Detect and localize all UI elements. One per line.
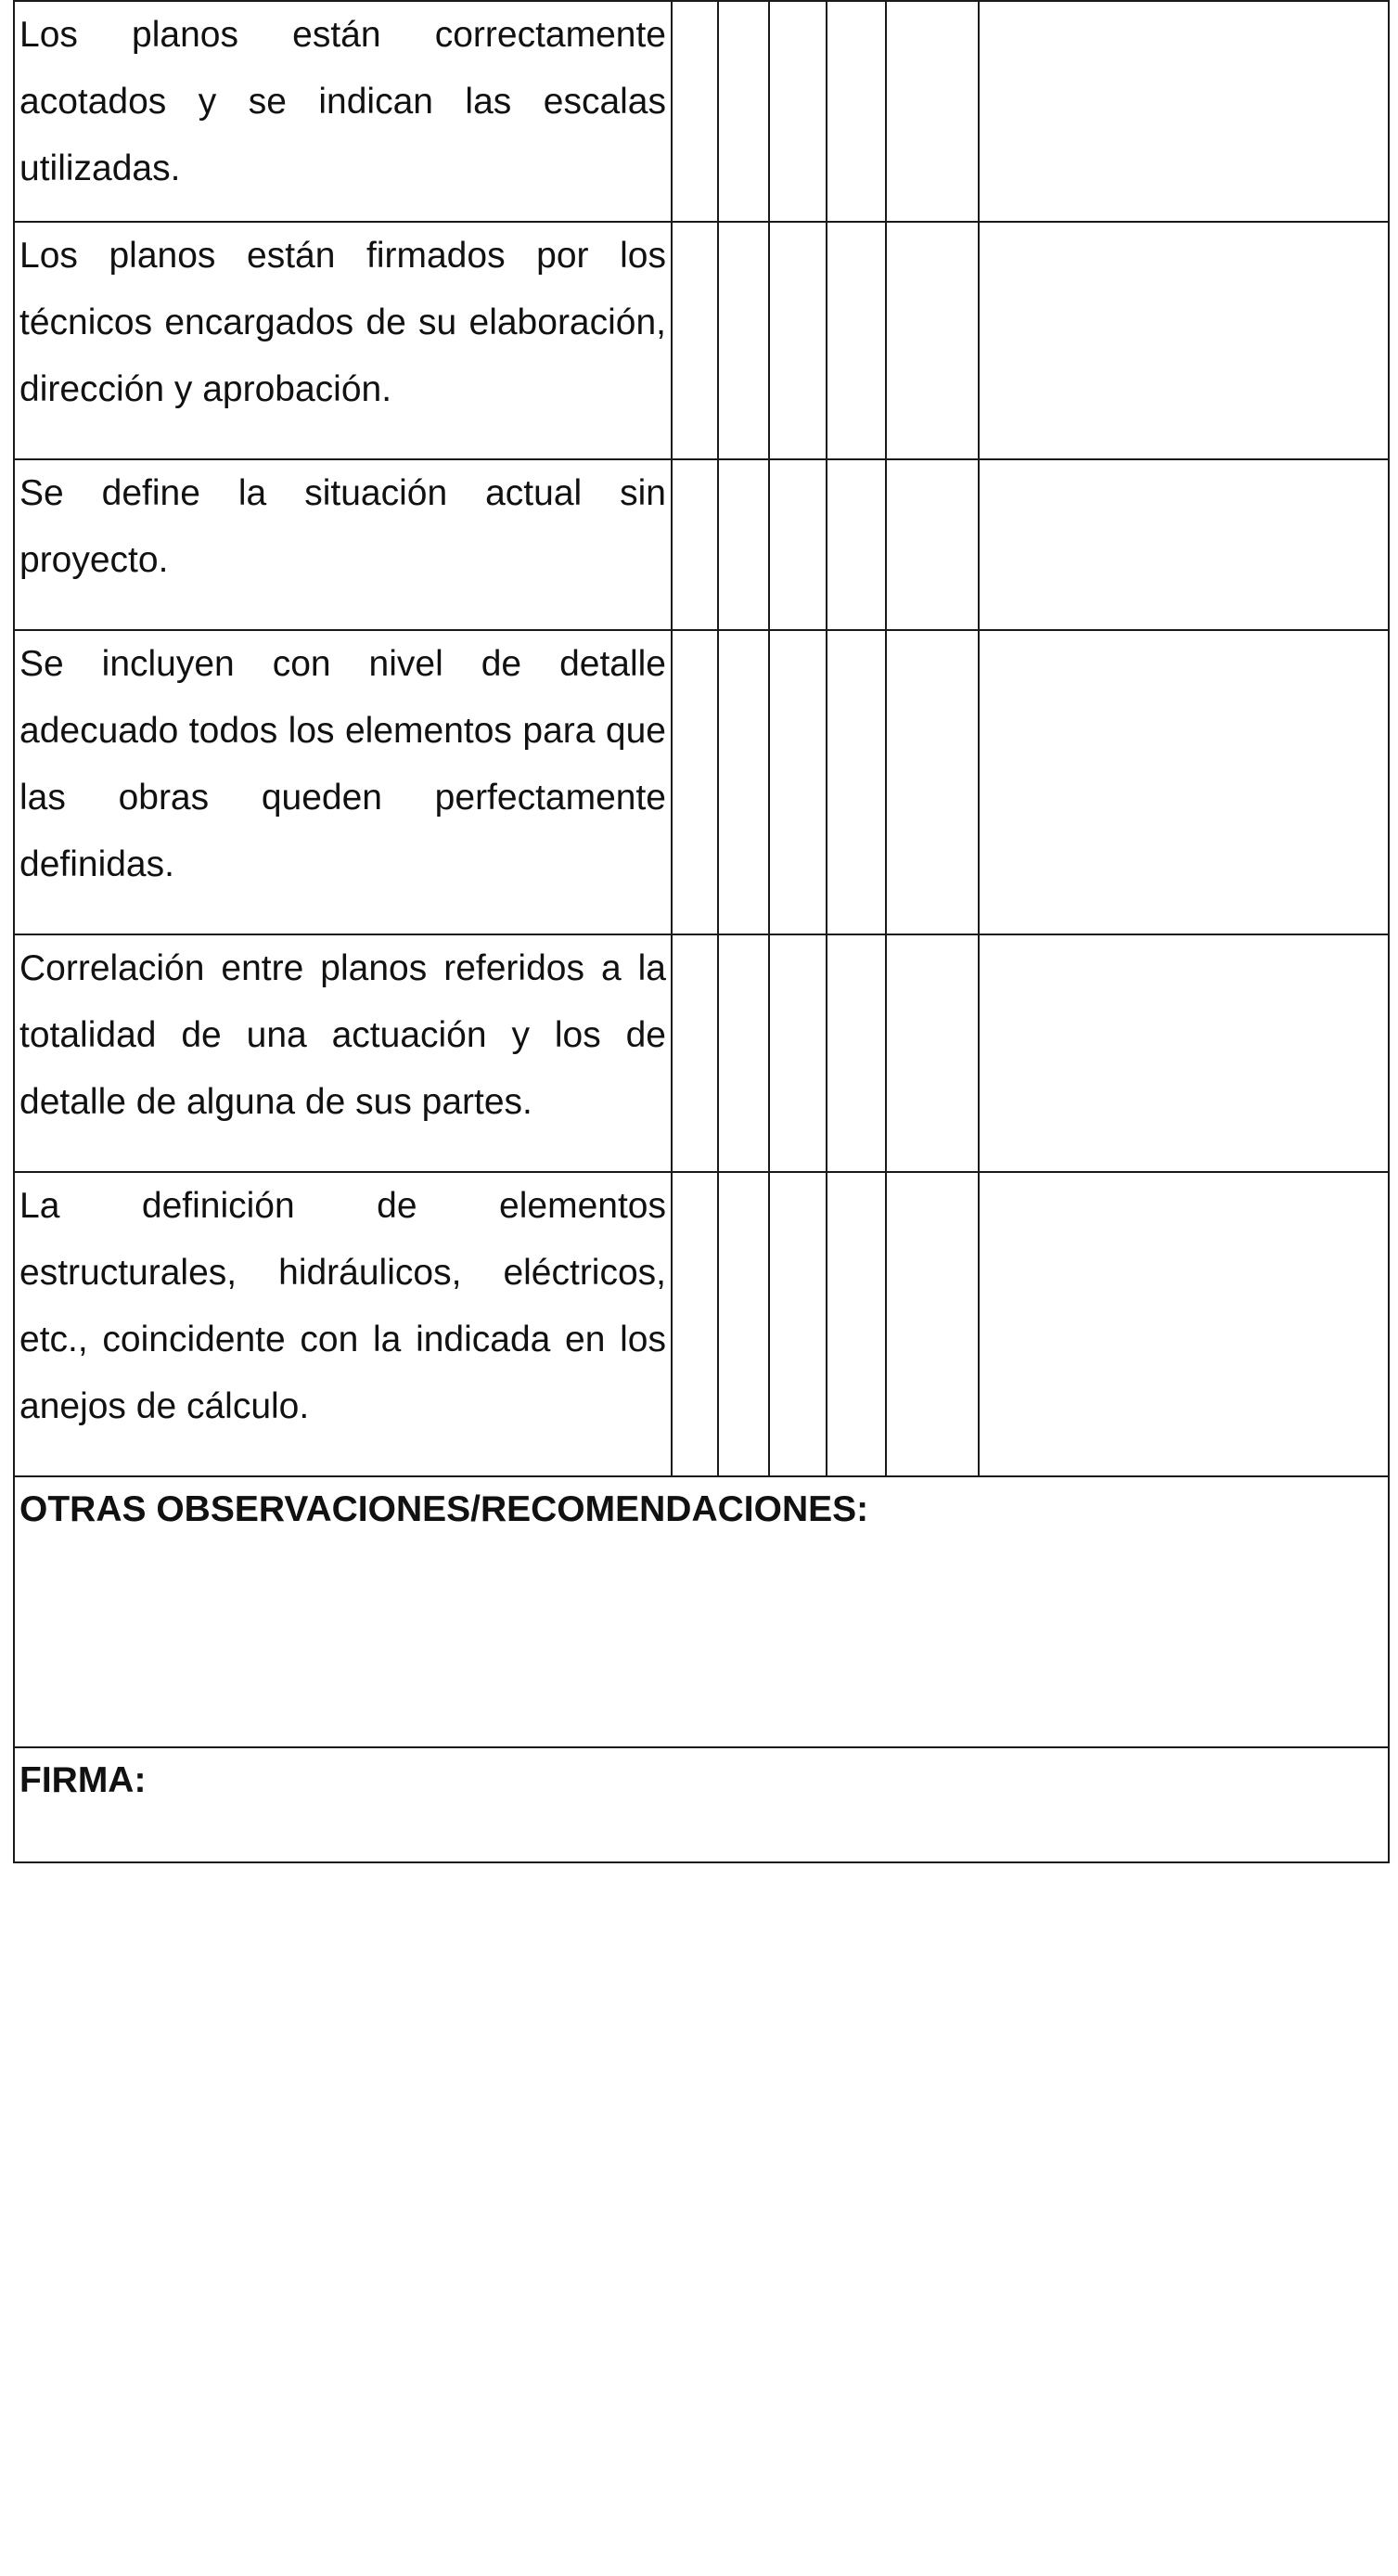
rating-cell[interactable] <box>769 1 827 222</box>
rating-cell[interactable] <box>718 630 769 934</box>
criterion-text: Los planos están firmados por los técnicos encargados de su elaboración, dirección y aprobación. <box>19 236 666 409</box>
rating-cell[interactable] <box>718 459 769 630</box>
comment-cell[interactable] <box>979 222 1389 459</box>
table-row <box>14 1172 1389 1476</box>
table-row <box>14 459 1389 630</box>
rating-cell[interactable] <box>886 222 979 459</box>
rating-cell[interactable] <box>886 630 979 934</box>
rating-cell[interactable] <box>827 459 886 630</box>
table-row <box>14 934 1389 1172</box>
rating-cell[interactable] <box>769 630 827 934</box>
rating-cell[interactable] <box>672 1172 718 1476</box>
criterion-cell <box>14 222 672 459</box>
rating-cell[interactable] <box>718 1172 769 1476</box>
rating-cell[interactable] <box>886 934 979 1172</box>
comment-cell[interactable] <box>979 459 1389 630</box>
rating-cell[interactable] <box>827 934 886 1172</box>
rating-cell[interactable] <box>672 1 718 222</box>
rating-cell[interactable] <box>827 222 886 459</box>
observations-row <box>14 1476 1389 1747</box>
rating-cell[interactable] <box>827 1172 886 1476</box>
criterion-cell <box>14 934 672 1172</box>
criterion-cell <box>14 630 672 934</box>
table-row <box>14 222 1389 459</box>
criterion-text: La definición de elementos estructurales, hidráulicos, eléctricos, etc., coincidente con la indicada en los anejos de cálculo. <box>19 1186 666 1426</box>
table-row <box>14 1 1389 222</box>
comment-cell[interactable] <box>979 630 1389 934</box>
rating-cell[interactable] <box>769 1172 827 1476</box>
criterion-text: Los planos están correctamente acotados y se indican las escalas utilizadas. <box>19 15 666 188</box>
observations-cell[interactable] <box>14 1476 1389 1747</box>
rating-cell[interactable] <box>718 934 769 1172</box>
signature-cell[interactable] <box>14 1747 1389 1862</box>
criterion-cell <box>14 1 672 222</box>
rating-cell[interactable] <box>886 459 979 630</box>
rating-cell[interactable] <box>886 1 979 222</box>
criterion-text: Correlación entre planos referidos a la totalidad de una actuación y los de detalle de alguna de sus partes. <box>19 948 666 1122</box>
criterion-text: Se define la situación actual sin proyecto. <box>19 473 666 580</box>
comment-cell[interactable] <box>979 934 1389 1172</box>
signature-row <box>14 1747 1389 1862</box>
rating-cell[interactable] <box>672 459 718 630</box>
comment-cell[interactable] <box>979 1172 1389 1476</box>
rating-cell[interactable] <box>672 222 718 459</box>
rating-cell[interactable] <box>672 630 718 934</box>
rating-cell[interactable] <box>769 459 827 630</box>
table-row <box>14 630 1389 934</box>
rating-cell[interactable] <box>769 934 827 1172</box>
observations-heading: OTRAS OBSERVACIONES/RECOMENDACIONES: <box>19 1489 869 1529</box>
criterion-text: Se incluyen con nivel de detalle adecuado todos los elementos para que las obras queden perfectamente definidas. <box>19 644 666 884</box>
rating-cell[interactable] <box>718 1 769 222</box>
criterion-cell <box>14 1172 672 1476</box>
rating-cell[interactable] <box>827 1 886 222</box>
rating-cell[interactable] <box>718 222 769 459</box>
rating-cell[interactable] <box>672 934 718 1172</box>
comment-cell[interactable] <box>979 1 1389 222</box>
rating-cell[interactable] <box>886 1172 979 1476</box>
signature-heading: FIRMA: <box>19 1760 147 1800</box>
criterion-cell <box>14 459 672 630</box>
rating-cell[interactable] <box>827 630 886 934</box>
checklist-table <box>13 0 1390 1863</box>
rating-cell[interactable] <box>769 222 827 459</box>
